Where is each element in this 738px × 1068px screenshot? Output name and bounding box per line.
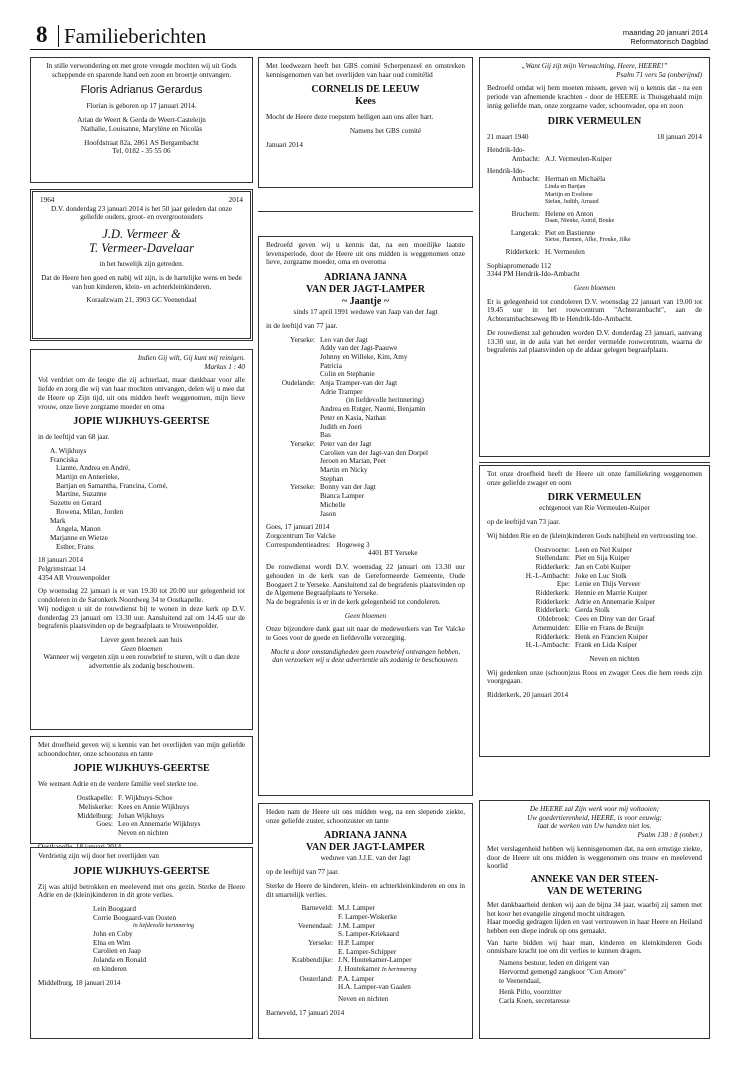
- obituary-intro: Bedroefd geven wij u kennis dat, na een moeilijke laatste levensperiode, door de Heere uit ons midden is weggenomen onze lieve, zorgzame moeder, oma en overoma: [266, 241, 465, 267]
- family-row: Peter en Kasia, Nathan: [320, 413, 386, 422]
- obituary-footer: Middelburg, 18 januari 2014: [38, 978, 121, 987]
- family-line: Lianne, Andrea en André,: [56, 464, 131, 473]
- age-text: in de leeftijd van 68 jaar.: [38, 433, 110, 442]
- family-row: Veenendaal: J.M. Lamper: [297, 921, 375, 930]
- family-row: Yerseke: Bonny van der Jagt: [290, 483, 376, 492]
- child-name: Floris Adrianus Gerardus: [80, 84, 203, 97]
- thanks-text: Onze bijzondere dank gaat uit naar de medewerkers van Ter Valcke te Goes voor de goede en liefdevolle verzorging.: [266, 625, 465, 643]
- remembrance-note: In herinnering: [381, 967, 417, 974]
- address: Hoofdstraat 82a, 2861 AS Bergambacht: [84, 138, 199, 147]
- family-row: Neven en nichten: [118, 828, 169, 837]
- service-text: De rouwdienst zal gehouden worden D.V. donderdag 23 januari, aanvang 13.30 uur, in de aula van het eerder vermelde rouwcentrum, waarna de begrafenis zal plaatsvinden op de aldaar gelegen begraafplaats.: [487, 328, 702, 355]
- address-line: Pelgrimstraat 14: [38, 565, 86, 574]
- anniversary-years: [40, 196, 243, 205]
- family-row: Colin en Stephanie: [320, 370, 375, 379]
- family-row: Ambacht: Herman en Michaëla: [511, 175, 606, 184]
- service-text: Wij nodigen u uit de rouwdienst bij te wonen in deze kerk op D.V. donderdag 23 januari om 13.30 uur. Aansluitend zal om 14.45 uur de begrafenis plaatsvinden op de begraafplaats te Vrouwenpolder.: [38, 604, 245, 631]
- family-row: Oudelande: Anja Tramper-van der Jagt: [281, 379, 398, 388]
- family-row: Martin en Nicky: [320, 466, 368, 475]
- obituary-jopie-main: [30, 349, 253, 730]
- family-list: [487, 146, 702, 256]
- family-list: [487, 546, 702, 650]
- obituary-dirk-family: [479, 465, 710, 757]
- couple-name-2: T. Vermeer-Davelaar: [88, 241, 195, 256]
- obituary-intro: Met verslagenheid hebben wij kennisgenomen dat, na een ernstige ziekte, door de Heere uit ons midden is weggenomen ons trouw en meelevend koorlid: [487, 844, 702, 871]
- family-row: Stephan: [320, 474, 344, 483]
- closing-note: Mocht u door omstandigheden geen rouwbrief ontvangen hebben, dan verzoeken wij u deze advertentie als zodanig te beschouwen.: [270, 647, 461, 665]
- family-list: [38, 447, 245, 551]
- wish-text: Wij bidden Rie en de (klein)kinderen Gods nabijheid en vertroosting toe.: [487, 531, 697, 540]
- family-line: Jolanda en Ronald: [93, 956, 147, 965]
- correspondence-city: 4401 BT Yerseke: [368, 549, 418, 558]
- deceased-name-2: VAN DER JAGT-LAMPER: [306, 842, 425, 854]
- family-row: Patricia: [320, 361, 342, 370]
- family-row: Stellendam: Piet en Sija Kuiper: [535, 554, 630, 563]
- signature-line: Carla Koen, secretaresse: [499, 996, 570, 1005]
- obituary-cornelis: [258, 57, 473, 188]
- family-line: Esther, Frans: [56, 542, 94, 551]
- newspaper-name: Reformatorisch Dagblad: [630, 37, 708, 46]
- deceased-name-2: VAN DE WETERING: [546, 885, 643, 897]
- family-row: Hendrik-Ido-: [487, 166, 525, 175]
- family-row: Epe: Lenie en Thijs Verveer: [556, 580, 641, 589]
- family-row: Ridderkerk: Gerda Stolk: [535, 606, 610, 615]
- verse-line: Uw goedertierenheid, HEERE, is voor eeuwig;: [527, 813, 662, 822]
- obituary-text: Zij was altijd betrokken en meelevend met ons gezin. Sterke de Heere Adrie en de (klein)kinderen in dit grote verlies.: [38, 882, 245, 900]
- family-row: Jason: [320, 509, 336, 518]
- address-line: Sophiapromenade 112: [487, 261, 552, 270]
- family-row: Oldebroek: Cees en Diny van der Graaf: [537, 615, 656, 624]
- family-line: en kinderen: [93, 964, 127, 973]
- column-rule: [479, 462, 710, 463]
- family-line: Mark: [50, 516, 66, 525]
- family-row: Yerseke: Peter van der Jagt: [290, 439, 372, 448]
- widow-text: weduwe van J.J.E. van der Jagt: [320, 854, 411, 863]
- verse-text: „Want Gij zijt mijn Verwachting, Heere, HEERE!”: [521, 62, 668, 70]
- family-row: H.A. Lamper-van Gaalen: [338, 983, 411, 992]
- verse-line: laat de werken van Uw handen niet los.: [537, 822, 652, 831]
- obituary-text: Mocht de Heere deze roepstem heiligen aan ons aller hart.: [266, 113, 434, 122]
- family-line: John en Coby: [93, 930, 133, 939]
- birth-date-text: Florian is geboren op 17 januari 2014.: [86, 102, 197, 111]
- family-row: E. Lamper-Schipper: [338, 947, 397, 956]
- obituary-text: Haar moedig gedragen lijden en vast vertrouwen in haar Heere en Heiland hebben een diepe indruk op ons gemaakt.: [487, 918, 702, 936]
- service-text: De rouwdienst wordt D.V. woensdag 22 januari om 13.30 uur gehouden in de kerk van de Gereformeerde Gemeente, Oude Boogaert 2 te Yerseke. Aansluitend zal de begrafenis plaatsvinden op de Algemene Begraafplaats te Yerseke.: [266, 563, 465, 598]
- condolence-text: Op woensdag 22 januari is er van 19.30 tot 20.00 uur gelegenheid tot condoleren in de Saronkerk Noordweg 34 te Oostkapelle.: [38, 587, 245, 605]
- header-date: maandag 20 januari 2014: [622, 28, 708, 37]
- family-row: Langerak: Piet en Bastienne: [510, 228, 595, 237]
- condolence-text: Er is gelegenheid tot condoleren D.V. woensdag 22 januari van 19.00 tot 19.45 uur in het rouwcentrum "Achterambacht", aan de Achterambachtseweg 8b te Hendrik-Ido-Ambacht.: [487, 297, 702, 324]
- deceased-name-1: ANNEKE VAN DER STEEN-: [530, 873, 659, 885]
- family-line: Marjanne en Wietze: [50, 533, 108, 542]
- family-line: Corrie Boogaard-van Oosten: [93, 913, 177, 922]
- deceased-name: JOPIE WIJKHUYS-GEERTSE: [73, 763, 210, 775]
- family-line: Martine, Suzanne: [56, 490, 107, 499]
- obituary-adriana-lamper: [258, 803, 473, 1039]
- phone: Tel. 0182 - 35 55 06: [112, 147, 171, 156]
- family-row: Neven en nichten: [338, 995, 389, 1004]
- column-rule: [258, 211, 473, 212]
- obituary-intro: Bedroefd omdat wij hem moeten missen, geven wij u kennis dat - na een periode van afnemende krachten - door de HEERE is Thuisgehaald mijn innig geliefde man, onze zorgzame vader, schoonvader, opa en zoon: [487, 84, 702, 110]
- family-row: Yerseke: Leo van der Jagt: [290, 335, 368, 344]
- wish-text: We wensen Adrie en de verdere familie veel sterkte toe.: [38, 780, 199, 789]
- family-row: Ridderkerk: H. Vermeulen: [505, 247, 585, 256]
- cousins-text: Neven en nichten: [589, 654, 640, 663]
- care-center: Zorgcentrum Ter Valcke: [266, 531, 336, 540]
- family-line: A. Wijkhuys: [50, 446, 87, 455]
- section-title: Familieberichten: [64, 24, 207, 48]
- header-divider: [58, 25, 59, 47]
- family-line: Bartjan en Samantha, Francina, Corné,: [56, 481, 168, 490]
- family-row: Ridderkerk: Jan en Cobi Kuiper: [535, 562, 631, 571]
- deceased-name: DIRK VERMEULEN: [547, 115, 642, 127]
- family-row: Barneveld: M.J. Lamper: [301, 904, 375, 913]
- obituary-date: 18 januari 2014: [38, 556, 84, 565]
- family-row: Hendrik-Ido-: [487, 146, 525, 155]
- family-line: Suzette en Gerard: [50, 499, 102, 508]
- family-row: Linda en Bartjan: [545, 184, 586, 191]
- family-line: Franciska: [50, 455, 78, 464]
- obituary-date: Januari 2014: [266, 140, 303, 149]
- address-line: 4354 AR Vrouwenpolder: [38, 573, 111, 582]
- obituary-jopie-inlaw: [30, 736, 253, 844]
- family-line: Elna en Wim: [93, 938, 131, 947]
- signed-by: [487, 959, 702, 1006]
- obituary-footer: Barneveld, 17 januari 2014: [266, 1008, 345, 1017]
- signed-by: Namens het GBS comité: [349, 127, 422, 136]
- deceased-name: JOPIE WIJKHUYS-GEERTSE: [73, 416, 210, 428]
- correspondence-street: Hogeweg 3: [336, 540, 370, 549]
- condolence-text: Na de begrafenis is er in de kerk gelegenheid tot condoleren.: [266, 597, 441, 606]
- family-row: Adrie Tramper: [320, 387, 363, 396]
- family-row: F. Lamper-Wiskerke: [338, 912, 397, 921]
- family-row: (in liefdevolle herinnering): [346, 396, 424, 405]
- signed-line: Hervormd gemengd zangkoor "Con Amore": [499, 967, 627, 976]
- obituary-jopie-boogaard: [30, 847, 253, 1039]
- family-row: H.-I.-Ambacht: Frank en Lida Kuiper: [525, 641, 638, 650]
- family-row: Krabbendijke: J.N. Houtekamer-Lamper: [291, 956, 412, 965]
- family-row: Judith en Joeri: [320, 422, 362, 431]
- obituary-date: Goes, 17 januari 2014: [266, 523, 330, 532]
- flowers-note: Geen bloemen: [120, 644, 163, 653]
- family-row: Michelle: [320, 500, 346, 509]
- life-dates: [487, 133, 702, 142]
- family-row: Ridderkerk: Henk en Francien Kuiper: [535, 632, 648, 641]
- family-row: Arnemuiden: Ellie en Frans de Bruijn: [532, 623, 644, 632]
- family-row: Oostkapelle: F. Wijkhuys-Schoe: [76, 794, 173, 803]
- flowers-note: Geen bloemen: [573, 284, 616, 293]
- verse-text: Indien Gij wilt, Gij kunt mij reinigen.: [137, 354, 245, 362]
- family-row: Oosterland: P.A. Lamper: [299, 974, 375, 983]
- family-row: Carolien van der Jagt-van den Dorpel: [320, 448, 428, 457]
- family-row: Bianca Lamper: [320, 492, 365, 501]
- signature-line: Henk Pitlo, voorzitter: [499, 988, 562, 997]
- signed-line: te Veenendaal,: [499, 976, 541, 985]
- anniversary-intro: D.V. donderdag 23 januari 2014 is het 50 jaar geleden dat onze geliefde ouders, groot- en overgrootouders: [51, 204, 232, 222]
- obituary-text: Van harte bidden wij haar man, kinderen en kleinkinderen Gods onmisbare kracht toe om dit verlies te kunnen dragen.: [487, 938, 702, 956]
- birth-date: 21 maart 1940: [487, 132, 529, 141]
- deceased-name: CORNELIS DE LEEUW: [311, 84, 420, 96]
- deceased-nickname: ~ Jaantje ~: [341, 296, 390, 308]
- family-list: [266, 336, 465, 519]
- parents: Arian de Weert & Gerda de Weert-Casteleijn: [77, 116, 206, 125]
- deceased-name-2: VAN DER JAGT-LAMPER: [306, 284, 425, 296]
- family-row: S. Lamper-Kriekaard: [338, 930, 399, 939]
- deceased-name: DIRK VERMEULEN: [547, 492, 642, 504]
- obituary-text: Met dankbaarheid denken wij aan de bijna 34 jaar, waarbij zij samen met het koor het evangelie zingend mocht uitdragen.: [487, 900, 702, 918]
- family-row: H.-I.-Ambacht: Joke en Luc Stolk: [525, 571, 627, 580]
- family-row: Johnny en Willeke, Kim, Amy: [320, 352, 408, 361]
- verse-ref: Markus 1 : 40: [204, 362, 245, 371]
- obituary-footer: Ridderkerk, 20 januari 2014: [487, 691, 569, 700]
- closing-note: Wanneer wij vergeten zijn u een rouwbrief te sturen, wilt u dan deze advertentie als zodanig beschouwen.: [43, 653, 240, 671]
- obituary-dirk-main: [479, 57, 710, 457]
- family-row: J. Houtekamer In herinnering: [338, 965, 417, 974]
- family-row: Addy van der Jagt-Paauwe: [320, 344, 398, 353]
- obituary-intro: Tot onze droefheid heeft de Heere uit onze familiekring weggenomen onze geliefde zwager en oom: [487, 470, 702, 487]
- family-row: Ridderkerk: Adrie en Annemarie Kuiper: [535, 597, 656, 606]
- anniversary-wish: Dat de Heere hen goed en nabij wil zijn, is de hartelijke wens en bede van hun kinderen, klein- en achterkleinkinderen.: [41, 273, 242, 291]
- obituary-intro: Met leedwezen heeft het GBS comité Scherpenzeel en omstreken kennisgenomen van het overlijden van haar oud comitélid: [266, 62, 465, 79]
- address-line: 3344 PM Hendrik-Ido-Ambacht: [487, 270, 580, 279]
- page-header: [30, 18, 710, 50]
- couple-name-1: J.D. Vermeer &: [102, 227, 181, 242]
- family-row: Ridderkerk: Hennie en Marrie Kuiper: [535, 589, 648, 598]
- married-text: in het huwelijk zijn getreden.: [99, 260, 184, 269]
- family-row: Yerseke: H.P. Lamper: [308, 939, 375, 948]
- family-row: Goes: Leo en Annemarie Wijkhuys: [96, 820, 201, 829]
- family-row: Martijn en Eveliene: [545, 191, 593, 198]
- deceased-nickname: Kees: [355, 96, 376, 108]
- correspondence-address: [266, 541, 465, 550]
- family-line: Carolien en Jaap: [93, 947, 141, 956]
- signed-line: Namens bestuur, leden en dirigent van: [499, 959, 610, 968]
- deceased-name-1: ADRIANA JANNA: [323, 830, 408, 842]
- year-start: 1964: [40, 196, 55, 204]
- birth-intro: In stille verwondering en met grote vreugde mochten wij uit Gods scheppende en sparende hand een zoon en broertje ontvangen.: [46, 62, 237, 79]
- widow-text: sinds 17 april 1991 weduwe van Jaap van der Jagt: [293, 308, 438, 317]
- family-row: Stefan, Judith, Arnaud: [545, 199, 599, 206]
- family-row: Oostvoorne: Leen en Nel Kuiper: [534, 545, 632, 554]
- verse-line: De HEERE zal Zijn werk voor mij voltooien;: [529, 805, 660, 813]
- obituary-anneke: [479, 800, 710, 1039]
- deceased-name: JOPIE WIJKHUYS-GEERTSE: [73, 865, 210, 877]
- siblings: Nathalie, Louisanne, Marylène en Nicolàs: [80, 124, 203, 133]
- obituary-intro: Vol verdriet om de leegte die zij achterlaat, maar dankbaar voor alle liefde en zorg die wij van haar mochten ontvangen, delen wij u mee dat de Heere op Zijn tijd, uit ons midden heeft weggenomen, mijn lieve vrouw, onze lieve zorgzame moeder en oma: [38, 376, 245, 411]
- family-line: Rowena, Milan, Jorden: [56, 507, 124, 516]
- correspondence-label: Correspondentieadres:: [266, 540, 331, 549]
- family-row: Daan, Nienke, Astrid, Bouke: [545, 218, 615, 225]
- obituary-intro: Verdrietig zijn wij door het overlijden van: [38, 852, 159, 860]
- visit-note: Liever geen bezoek aan huis: [100, 635, 183, 644]
- family-row: Ambacht: A.J. Vermeulen-Kuiper: [511, 154, 612, 163]
- family-row: Sietse, Harmen, Afke, Frouke, Jilke: [545, 237, 631, 244]
- memory-text: Wij gedenken onze (schoon)zus Roos en zwager Cees die hem reeds zijn voorgegaan.: [487, 668, 702, 686]
- birth-announcement: [30, 57, 253, 183]
- family-row: Jeroen en Marian, Peet: [320, 457, 386, 466]
- flowers-note: Geen bloemen: [344, 611, 387, 620]
- death-date: 18 januari 2014: [656, 132, 702, 141]
- family-row: Bas: [320, 431, 331, 440]
- family-row: Andrea en Rutger, Naomi, Benjamin: [320, 405, 426, 414]
- deceased-name-1: ADRIANA JANNA: [323, 272, 408, 284]
- family-line: Martijn en Annerieke,: [56, 473, 120, 482]
- family-row: Bruchem: Helene en Anton: [511, 209, 594, 218]
- family-list: [38, 794, 245, 838]
- age-text: op de leeftijd van 77 jaar.: [266, 868, 340, 877]
- wish-text: Sterke de Heere de kinderen, klein- en achterkleinkinderen en ons in dit smartelijk verlies.: [266, 881, 465, 899]
- obituary-adriana-main: [258, 236, 473, 796]
- family-line: in liefdevolle herinnering: [133, 922, 194, 929]
- obituary-intro: Heden nam de Heere uit ons midden weg, na een slepende ziekte, onze geliefde zuster, schoonzuster en tante: [266, 808, 465, 825]
- family-list: [38, 905, 245, 973]
- spouse-text: echtgenoot van Rie Vermeulen-Kuiper: [539, 504, 650, 513]
- year-end: 2014: [228, 196, 243, 204]
- verse-ref: Psalm 71 vers 5a (onberijmd): [616, 70, 702, 79]
- anniversary-announcement: [30, 189, 253, 341]
- age-text: in de leeftijd van 77 jaar.: [266, 321, 338, 330]
- anniversary-address: Koraalzwam 21, 3903 GC Veenendaal: [86, 296, 197, 305]
- family-line: Angela, Manon: [56, 525, 101, 534]
- verse-ref: Psalm 138 : 8 (onber.): [637, 831, 702, 840]
- family-list: [266, 904, 465, 1004]
- family-row: Middelburg: Johan Wijkhuys: [77, 811, 165, 820]
- family-line: Lein Boogaard: [93, 905, 136, 914]
- family-row: Meliskerke: Kees en Annie Wijkhuys: [78, 802, 190, 811]
- page-number: 8: [36, 22, 48, 47]
- age-text: op de leeftijd van 73 jaar.: [487, 518, 561, 527]
- obituary-intro: Met droefheid geven wij u kennis van het overlijden van mijn geliefde schoondochter, onze schoonzus en tante: [38, 741, 245, 758]
